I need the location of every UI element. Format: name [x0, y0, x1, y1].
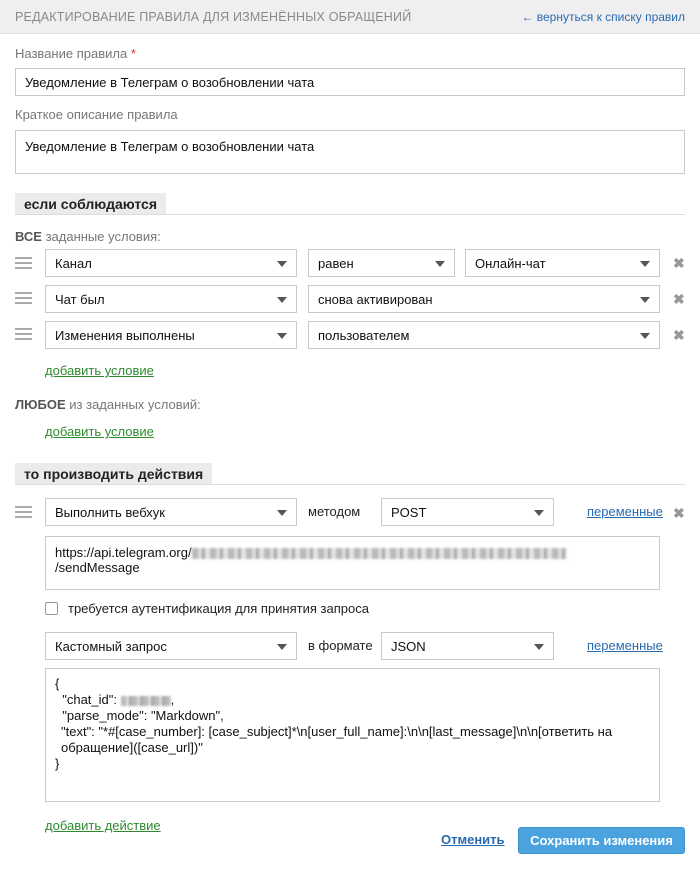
remove-condition-icon[interactable]: ✖	[673, 255, 685, 271]
chevron-down-icon	[277, 297, 287, 303]
remove-condition-icon[interactable]: ✖	[673, 327, 685, 343]
condition-operator-value: снова активирован	[318, 292, 433, 307]
chevron-down-icon	[534, 644, 544, 650]
drag-handle-icon[interactable]	[15, 328, 32, 340]
condition-value-select[interactable]	[465, 249, 660, 277]
method-value: POST	[391, 505, 427, 520]
chevron-down-icon	[435, 261, 445, 267]
method-select[interactable]	[381, 498, 554, 526]
code-line-wrapped: "text": "*#[case_number]: [case_subject]*\n[user_full_name]:\n\n[last_message]\n\n[ответить на обращение]([case_url])"	[61, 724, 613, 755]
request-type-value: Кастомный запрос	[55, 639, 167, 654]
chevron-down-icon	[640, 297, 650, 303]
required-marker: *	[130, 46, 136, 61]
redacted-token	[192, 548, 567, 559]
save-changes-button[interactable]: Сохранить изменения	[518, 827, 685, 854]
conditions-section-title: если соблюдаются	[15, 193, 166, 215]
condition-operator-value: равен	[318, 256, 354, 271]
chevron-down-icon	[277, 261, 287, 267]
any-conditions-label	[15, 397, 201, 412]
request-type-select[interactable]	[45, 632, 297, 660]
condition-operator-value: пользователем	[318, 328, 410, 343]
redacted-chat-id	[121, 696, 171, 706]
code-line	[55, 692, 650, 708]
format-label: в формате	[308, 638, 373, 653]
action-type-value: Выполнить вебхук	[55, 505, 165, 520]
add-action-link[interactable]: добавить действие	[45, 818, 161, 833]
chevron-down-icon	[277, 510, 287, 516]
chevron-down-icon	[277, 644, 287, 650]
code-line: "parse_mode": "Markdown",	[55, 708, 224, 723]
chevron-down-icon	[640, 333, 650, 339]
drag-handle-icon[interactable]	[15, 257, 32, 269]
auth-checkbox[interactable]	[45, 602, 58, 615]
code-line: {	[55, 676, 60, 691]
all-conditions-label	[15, 229, 161, 244]
format-value: JSON	[391, 639, 426, 654]
remove-condition-icon[interactable]: ✖	[673, 291, 685, 307]
code-line: }	[55, 756, 60, 771]
request-body-textarea[interactable]	[45, 668, 660, 802]
add-condition-any-link[interactable]: добавить условие	[45, 424, 154, 439]
condition-field-value: Изменения выполнены	[55, 328, 195, 343]
remove-action-icon[interactable]: ✖	[673, 505, 685, 521]
section-divider	[15, 484, 685, 485]
webhook-url-input[interactable]	[45, 536, 660, 590]
condition-operator-select[interactable]	[308, 249, 455, 277]
drag-handle-icon[interactable]	[15, 292, 32, 304]
chevron-down-icon	[277, 333, 287, 339]
chat-id-key: "chat_id":	[55, 692, 121, 707]
page-title: РЕДАКТИРОВАНИЕ ПРАВИЛА ДЛЯ ИЗМЕНЁННЫХ ОБРАЩЕНИЙ	[15, 10, 412, 24]
add-condition-all-link[interactable]: добавить условие	[45, 363, 154, 378]
chevron-down-icon	[640, 261, 650, 267]
section-divider	[15, 214, 685, 215]
variables-link[interactable]: переменные	[587, 504, 663, 519]
chat-id-tail: ,	[170, 692, 175, 707]
action-type-select[interactable]	[45, 498, 297, 526]
format-select[interactable]	[381, 632, 554, 660]
condition-field-select[interactable]	[45, 321, 297, 349]
rule-name-input[interactable]: Уведомление в Телеграм о возобновлении чата	[15, 68, 685, 96]
url-suffix: /sendMessage	[55, 560, 140, 575]
method-label: методом	[308, 504, 361, 519]
rule-description-textarea[interactable]: Уведомление в Телеграм о возобновлении чата	[15, 130, 685, 174]
condition-field-value: Чат был	[55, 292, 105, 307]
auth-checkbox-label: требуется аутентификация для принятия запроса	[68, 601, 369, 616]
any-conditions-text: из заданных условий:	[65, 397, 201, 412]
condition-field-select[interactable]	[45, 249, 297, 277]
rule-name-label-text: Название правила	[15, 46, 128, 61]
condition-operator-select[interactable]	[308, 321, 660, 349]
cancel-button[interactable]: Отменить	[441, 832, 505, 847]
url-prefix: https://api.telegram.org/	[55, 545, 192, 560]
drag-handle-icon[interactable]	[15, 506, 32, 518]
all-conditions-text: заданные условия:	[41, 229, 161, 244]
condition-field-value: Канал	[55, 256, 92, 271]
back-to-rules-link[interactable]: ← вернуться к списку правил	[521, 10, 685, 24]
rule-description-label: Краткое описание правила	[15, 107, 178, 122]
all-keyword: ВСЕ	[15, 229, 42, 244]
page-header	[0, 0, 700, 34]
condition-value-text: Онлайн-чат	[475, 256, 546, 271]
rule-name-label	[15, 46, 136, 61]
chevron-down-icon	[534, 510, 544, 516]
any-keyword: ЛЮБОЕ	[15, 397, 66, 412]
actions-section-title: то производить действия	[15, 463, 212, 485]
variables-link-2[interactable]: переменные	[587, 638, 663, 653]
condition-field-select[interactable]	[45, 285, 297, 313]
condition-operator-select[interactable]	[308, 285, 660, 313]
